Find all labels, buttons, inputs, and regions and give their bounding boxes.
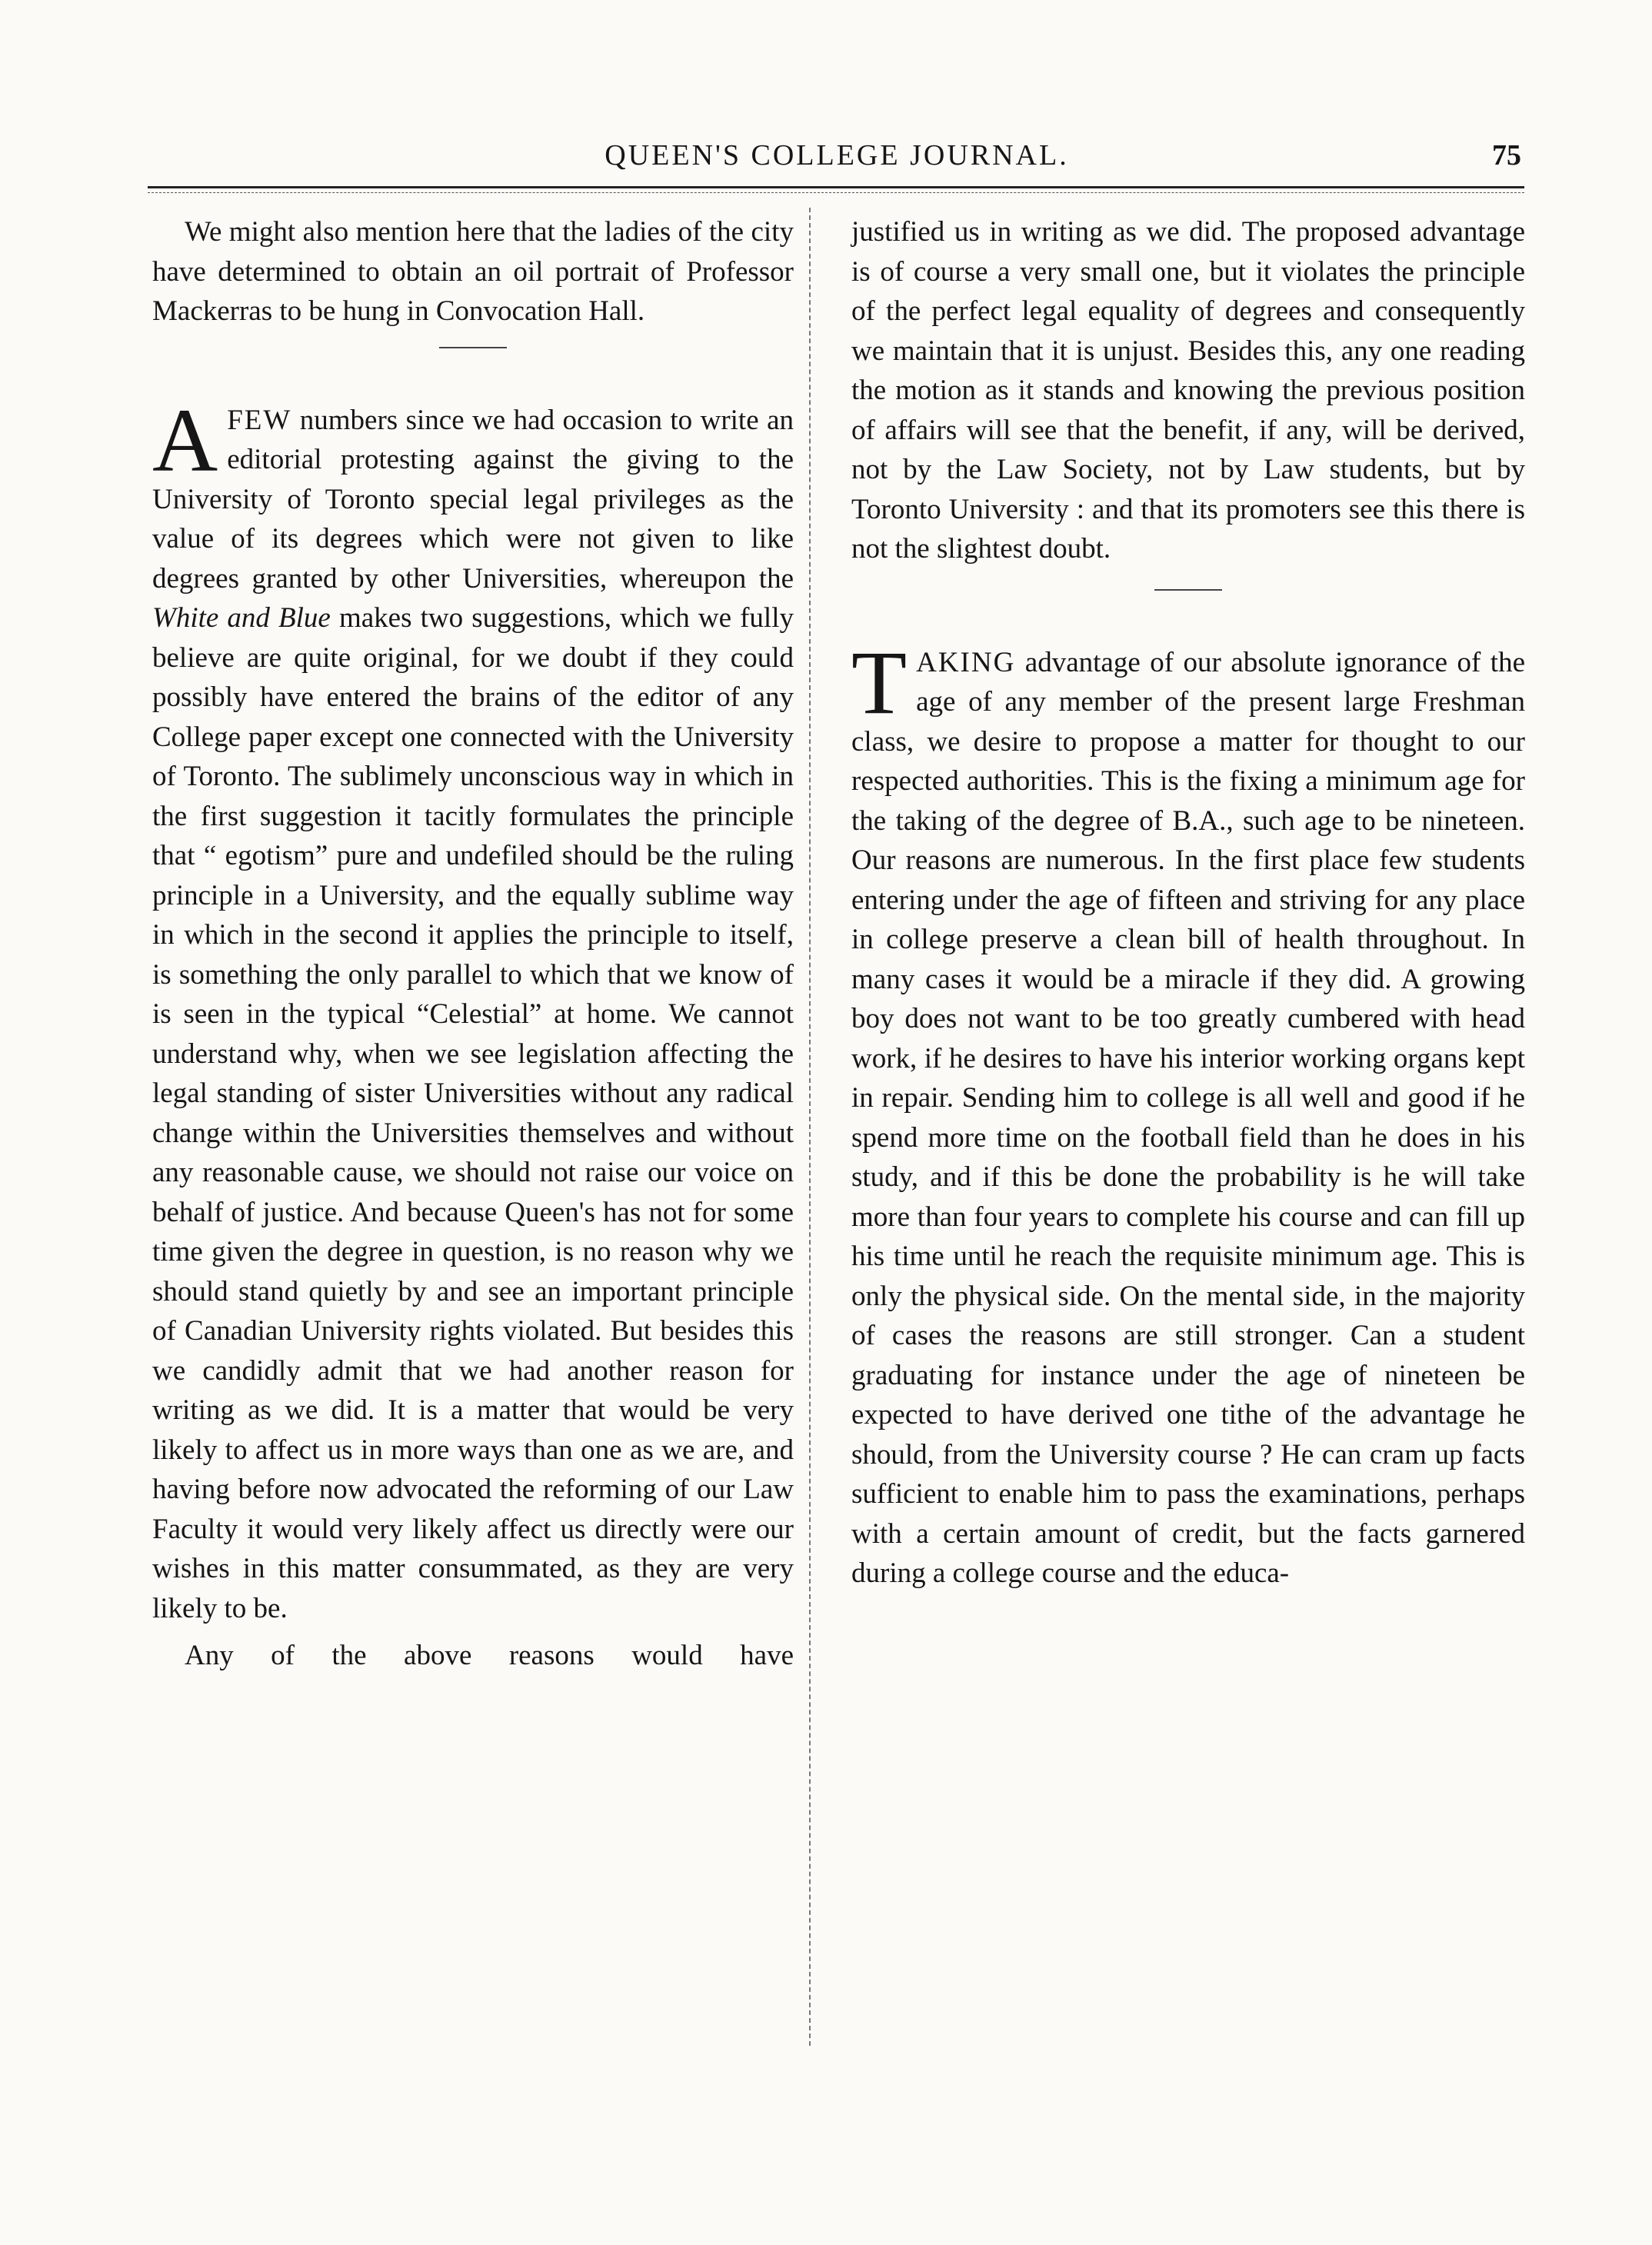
reasons-paragraph-continued: justified us in writing as we did. The proposed advantage is of course a very small one, but it violates the principle of the perfect legal equality of degrees and consequently we maintain that it is unjust. Besides this, any one reading the motion as it stands and knowing the previous position of affairs will see that the benefit, if any, will be derived, not by the Law Society, not by Law students, but by Toronto University : and that its promoters see this there is not the slightest doubt. (851, 216, 1525, 565)
running-head (152, 138, 1521, 185)
left-column (152, 212, 794, 1676)
editorial-text-part-1: numbers since we had occasion to write an editorial protesting against the giving to the University of Toronto special legal privileges as the value of its degrees which were not given to like degrees granted by other Universities, whereupon the (152, 404, 794, 595)
portrait-notice-paragraph: We might also mention here that the ladies of the city have determined to obtain an oil portrait of Professor Mackerras to be hung in Convocation Hall. (152, 216, 794, 327)
section-break-rule (1154, 589, 1222, 591)
editorial-text-part-2: makes two suggestions, which we fully believe are quite original, for we doubt if they could possibly have entered the brains of the editor of any College paper except one connected with the University of Toronto. The sublimely unconscious way in which in the first suggestion it tacitly formulates the principle that “ egotism” pure and undefiled should be the ruling principle in a University, and the equally sublime way in which in the second it applies the principle to itself, is something the only parallel to which that we know of is seen in the typical “Celestial” at home. We cannot understand why, when we see legislation affecting the legal standing of sister Universities without any radical change within the Universities themselves and without any reasonable cause, we should not raise our voice on behalf of justice. And because Queen's has not for some time given the degree in question, is no reason why we should stand quietly by and see an important principle of Canadian University rights violated. But besides this we candidly admit that we had another reason for writing as we did. It is a matter that would be very likely to affect us in more ways than one as we are, and having before now advocated the reforming of our Law Faculty it would very likely affect us directly were our wishes in this matter consummated, as they are very likely to be. (152, 602, 794, 1624)
editorial-text: advantage of our absolute ignorance of the age of any member of the present large Freshman class, we desire to propose a matter for thought to our respected authorities. This is the fixing a minimum age for the taking of the degree of B.A., such age to be nineteen. Our reasons are numerous. In the first place few students entering under the age of fifteen and striving for any place in college preserve a clean bill of health throughout. In many cases it would be a miracle if they did. A growing boy does not want to be too greatly cumbered with head work, if he desires to have his interior working organs kept in repair. Sending him to college is all well and good if he spend more time on the football field than he does in his study, and if this be done the probability is he will take more than four years to complete his course and can fill up his time until he reach the requisite minimum age. This is only the physical side. On the mental side, in the majority of cases the reasons are still stronger. Can a student graduating for instance under the age of nineteen be expected to have derived one tithe of the advantage he should, from the University course ? He can cram up facts sufficient to enable him to pass the examinations, perhaps with a certain amount of credit, but the facts garnered during a college course and the educa- (851, 646, 1525, 1589)
dropcap-letter: A (152, 389, 218, 491)
dropcap-letter: T (851, 631, 908, 733)
header-rule (148, 186, 1524, 193)
editorial-toronto-privileges (152, 389, 794, 1629)
editorial-minimum-age (851, 631, 1525, 1594)
reasons-paragraph-start: Any of the above reasons would have (185, 1640, 794, 1671)
opening-caps: FEW (227, 404, 292, 436)
section-break-rule (439, 347, 507, 348)
page-number: 75 (1492, 139, 1521, 172)
newspaper-title: White and Blue (152, 602, 331, 634)
right-column (851, 212, 1525, 1594)
column-divider (809, 208, 811, 2046)
journal-title: QUEEN'S COLLEGE JOURNAL. (605, 139, 1069, 172)
opening-caps: AKING (916, 646, 1016, 678)
